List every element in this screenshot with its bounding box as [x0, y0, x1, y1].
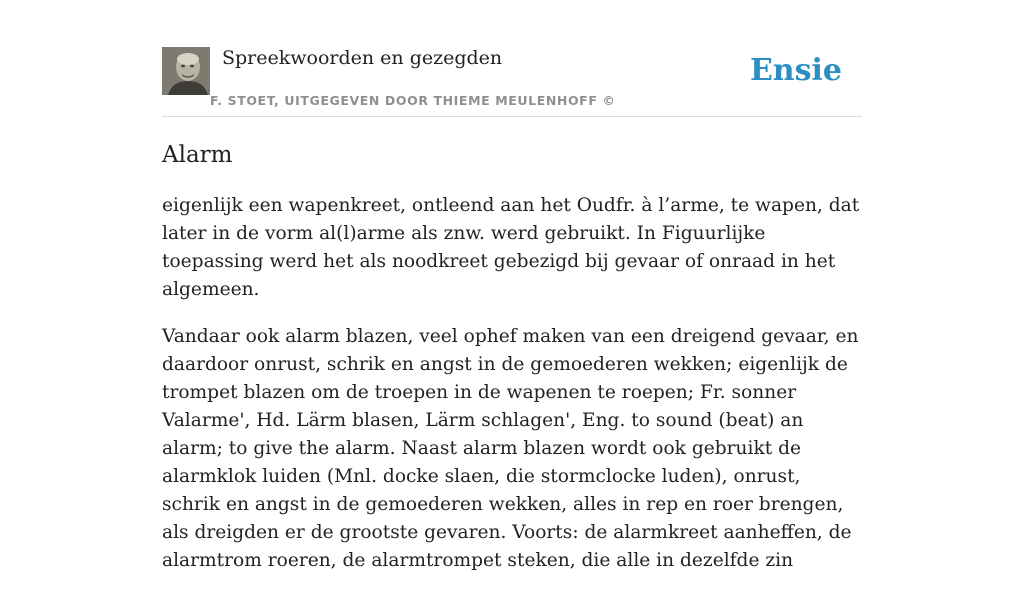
entry-title: Alarm	[162, 142, 233, 168]
ensie-logo[interactable]: Ensie	[749, 53, 842, 88]
author-portrait-icon	[162, 47, 210, 95]
entry-content	[162, 192, 864, 594]
source-author: F. STOET, UITGEGEVEN DOOR THIEME MEULENHOFF ©	[210, 93, 616, 108]
source-header	[162, 46, 862, 117]
source-title[interactable]: Spreekwoorden en gezegden	[222, 47, 503, 69]
entry-paragraph: eigenlijk een wapenkreet, ontleend aan het Oudfr. à l’arme, te wapen, dat later in de vorm al(l)arme als znw. werd gebruikt. In Figuurlijke toepassing werd het als noodkreet gebezigd bij gevaar of onraad in het algemeen.	[162, 195, 860, 300]
author-avatar	[162, 47, 210, 95]
entry-paragraph: Vandaar ook alarm blazen, veel ophef maken van een dreigend gevaar, en daardoor onrust, schrik en angst in de gemoederen wekken; eigenlijk de trompet blazen om de troepen in de wapenen te roepen; Fr. sonner Valarme', Hd. Lärm blasen, Lärm schlagen', Eng. to sound (beat) an alarm; to give the alarm. Naast alarm blazen wordt ook gebruikt de alarmklok luiden (Mnl. docke slaen, die stormclocke luden), onrust, schrik en angst in de gemoederen wekken, alles in rep en roer brengen, als dreigden er de grootste gevaren. Voorts: de alarmkreet aanheffen, de alarmtrom roeren, de alarmtrompet steken, die alle in dezelfde zin	[162, 326, 859, 571]
